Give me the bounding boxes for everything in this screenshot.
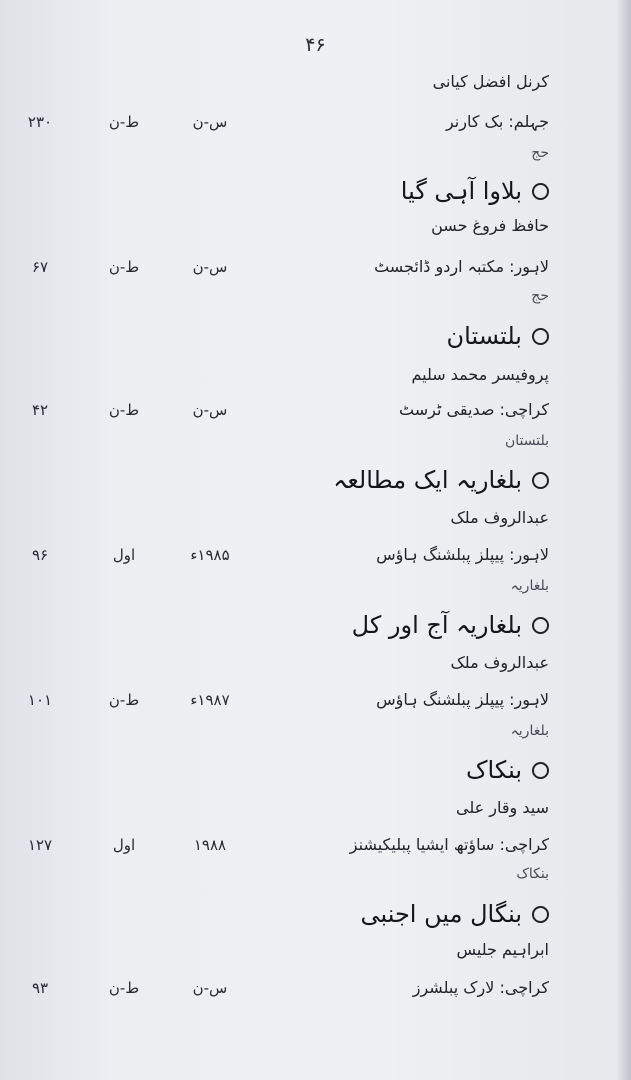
entry-pages: ۲۳۰ [27, 113, 53, 131]
bullet-circle-icon [532, 472, 549, 489]
bullet-circle-icon [532, 183, 549, 200]
entry-publisher: کراچی: لارک پبلشرز [412, 978, 549, 997]
entry-subject: بلغاریہ [510, 723, 549, 739]
bullet-circle-icon [532, 906, 549, 923]
page-number: ۴۶ [305, 34, 326, 56]
entry-publisher: لاہور: پیپلز پبلشنگ ہاؤس [376, 545, 549, 564]
entry-title-row [401, 177, 549, 205]
entry-pages: ۱۰۱ [27, 691, 53, 709]
entry-edition: اول [112, 836, 136, 854]
entry-subject: حج [531, 145, 549, 161]
entry-pages: ۱۲۷ [27, 836, 53, 854]
entry-year: ۱۹۸۸ [193, 836, 227, 854]
entry-subject: حج [531, 288, 549, 304]
entry-publisher: لاہور: مکتبہ اردو ڈائجسٹ [374, 257, 549, 276]
bullet-circle-icon [532, 617, 549, 634]
entry-edition: ط-ن [108, 113, 140, 131]
entry-author: عبدالروف ملک [450, 508, 549, 527]
entry-edition: اول [112, 546, 136, 564]
entry-edition: ط-ن [108, 401, 140, 419]
entry-title: بلتستان [446, 322, 522, 350]
entry-subject: بنکاک [516, 866, 549, 882]
entry-pages: ۹۳ [31, 979, 49, 997]
entry-title: بلاوا آہی گیا [400, 177, 522, 205]
entry-subject: بلتستان [504, 433, 549, 449]
entry-author: پروفیسر محمد سلیم [411, 365, 549, 384]
entry-subject: بلغاریہ [510, 578, 549, 594]
entry-author: سید وقار علی [456, 798, 549, 817]
entry-title: بلغاریہ ایک مطالعہ [333, 466, 522, 494]
entry-author: کرنل افضل کیانی [432, 72, 549, 91]
entry-pages: ۴۲ [31, 401, 49, 419]
entry-author: حافظ فروغ حسن [431, 216, 549, 235]
entry-title-row [447, 322, 549, 350]
entry-pages: ۹۶ [31, 546, 49, 564]
entry-year: ۱۹۸۷ء [190, 691, 230, 709]
entry-year: س-ن [192, 113, 228, 131]
entry-title: بنگال میں اجنبی [360, 900, 522, 928]
entry-edition: ط-ن [108, 691, 140, 709]
entry-title-row [466, 756, 549, 784]
entry-title: بلغاریہ آج اور کل [351, 611, 522, 639]
entry-author: عبدالروف ملک [450, 653, 549, 672]
entry-year: س-ن [192, 258, 228, 276]
entry-year: س-ن [192, 979, 228, 997]
entry-publisher: جہلم: بک کارنر [445, 112, 549, 131]
page-edge-shadow [617, 0, 631, 1080]
entry-pages: ۶۷ [31, 258, 49, 276]
entry-year: ۱۹۸۵ء [190, 546, 230, 564]
entry-title-row [352, 611, 549, 639]
entry-author: ابراہیم جلیس [456, 940, 549, 959]
entry-publisher: لاہور: پیپلز پبلشنگ ہاؤس [376, 690, 549, 709]
bullet-circle-icon [532, 328, 549, 345]
entry-title: بنکاک [466, 756, 522, 784]
entry-edition: ط-ن [108, 979, 140, 997]
entry-publisher: کراچی: ساؤتھ ایشیا پبلیکیشنز [349, 835, 549, 854]
entry-publisher: کراچی: صدیقی ٹرسٹ [399, 400, 549, 419]
entry-year: س-ن [192, 401, 228, 419]
entry-title-row [360, 900, 549, 928]
entry-edition: ط-ن [108, 258, 140, 276]
bullet-circle-icon [532, 762, 549, 779]
entry-title-row [333, 466, 549, 494]
